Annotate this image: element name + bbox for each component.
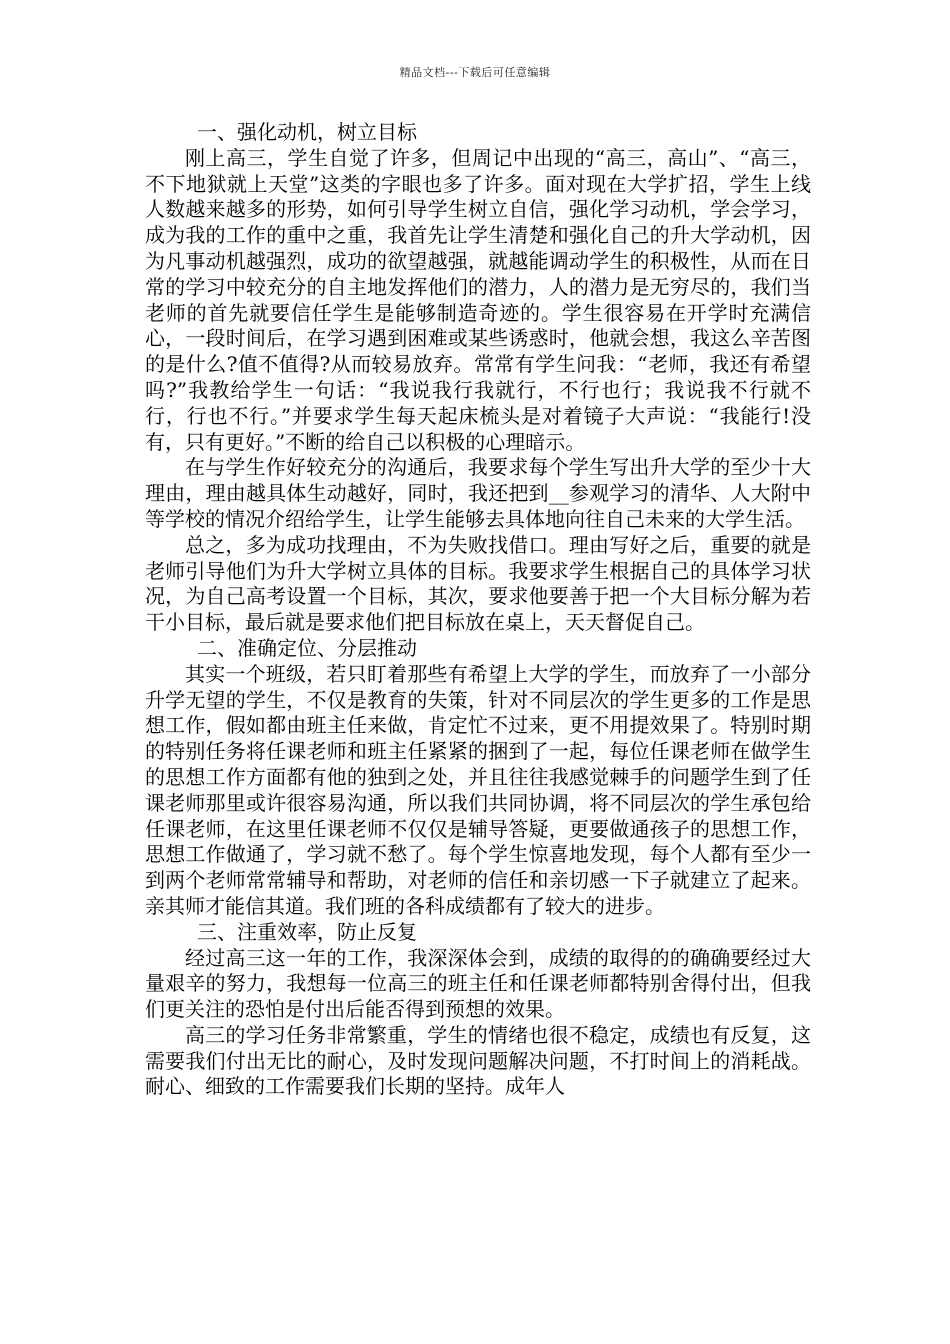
section-heading-1: 一、强化动机，树立目标 <box>197 120 417 144</box>
body-paragraph: 在与学生作好较充分的沟通后，我要求每个学生写出升大学的至少十大理由，理由越具体生动越好，同时，我还把到__参观学习的清华、人大附中等学校的情况介绍给学生，让学生能够去具体地向往自己未来的大学生活。 <box>145 455 811 531</box>
body-paragraph: 其实一个班级，若只盯着那些有希望上大学的学生，而放弃了一小部分升学无望的学生，不仅是教育的失策，针对不同层次的学生更多的工作是思想工作，假如都由班主任来做，肯定忙不过来，更不用提效果了。特别时期的特别任务将任课老师和班主任紧紧的捆到了一起，每位任课老师在做学生的思想工作方面都有他的独到之处，并且往往我感觉棘手的问题学生到了任课老师那里或许很容易沟通，所以我们共同协调，将不同层次的学生承包给任课老师，在这里任课老师不仅仅是辅导答疑，更要做通孩子的思想工作，思想工作做通了，学习就不愁了。每个学生惊喜地发现，每个人都有至少一到两个老师常常辅导和帮助，对老师的信任和亲切感一下子就建立了起来。亲其师才能信其道。我们班的各科成绩都有了较大的进步。 <box>145 661 811 918</box>
body-paragraph: 总之，多为成功找理由，不为失败找借口。理由写好之后，重要的就是老师引导他们为升大学树立具体的目标。我要求学生根据自己的具体学习状况，为自己高考设置一个目标，其次，要求他要善于把一个大目标分解为若干小目标，最后就是要求他们把目标放在桌上，天天督促自己。 <box>145 532 811 635</box>
section-heading-3: 三、注重效率，防止反复 <box>197 919 417 944</box>
body-paragraph: 高三的学习任务非常繁重，学生的情绪也很不稳定，成绩也有反复，这需要我们付出无比的耐心，及时发现问题解决问题，不打时间上的消耗战。耐心、细致的工作需要我们长期的坚持。成年人 <box>145 1022 811 1099</box>
section-heading-2: 二、准确定位、分层推动 <box>197 635 417 660</box>
body-paragraph: 刚上高三，学生自觉了许多，但周记中出现的“高三，高山”、“高三，不下地狱就上天堂”这类的字眼也多了许多。面对现在大学扩招，学生上线人数越来越多的形势，如何引导学生树立自信，强化学习动机，学会学习，成为我的工作的重中之重，我首先让学生清楚和强化自己的升大学动机，因为凡事动机越强烈，成功的欲望越强，就越能调动学生的积极性，从而在日常的学习中较充分的自主地发挥他们的潜力，人的潜力是无穷尽的，我们当老师的首先就要信任学生是能够制造奇迹的。学生很容易在开学时充满信心，一段时间后，在学习遇到困难或某些诱惑时，他就会想，我这么辛苦图的是什么?值不值得?从而较易放弃。常常有学生问我：“老师，我还有希望吗?”我教给学生一句话：“我说我行我就行，不行也行；我说我不行就不行，行也不行。”并要求学生每天起床梳头是对着镜子大声说：“我能行!没有，只有更好。”不断的给自己以积极的心理暗示。 <box>145 145 811 454</box>
body-paragraph: 经过高三这一年的工作，我深深体会到，成绩的取得的的确确要经过大量艰辛的努力，我想每一位高三的班主任和任课老师都特别舍得付出，但我们更关注的恐怕是付出后能否得到预想的效果。 <box>145 945 811 1022</box>
page-header: 精品文档---下载后可任意编辑 <box>399 66 551 79</box>
document-body <box>145 120 811 1100</box>
